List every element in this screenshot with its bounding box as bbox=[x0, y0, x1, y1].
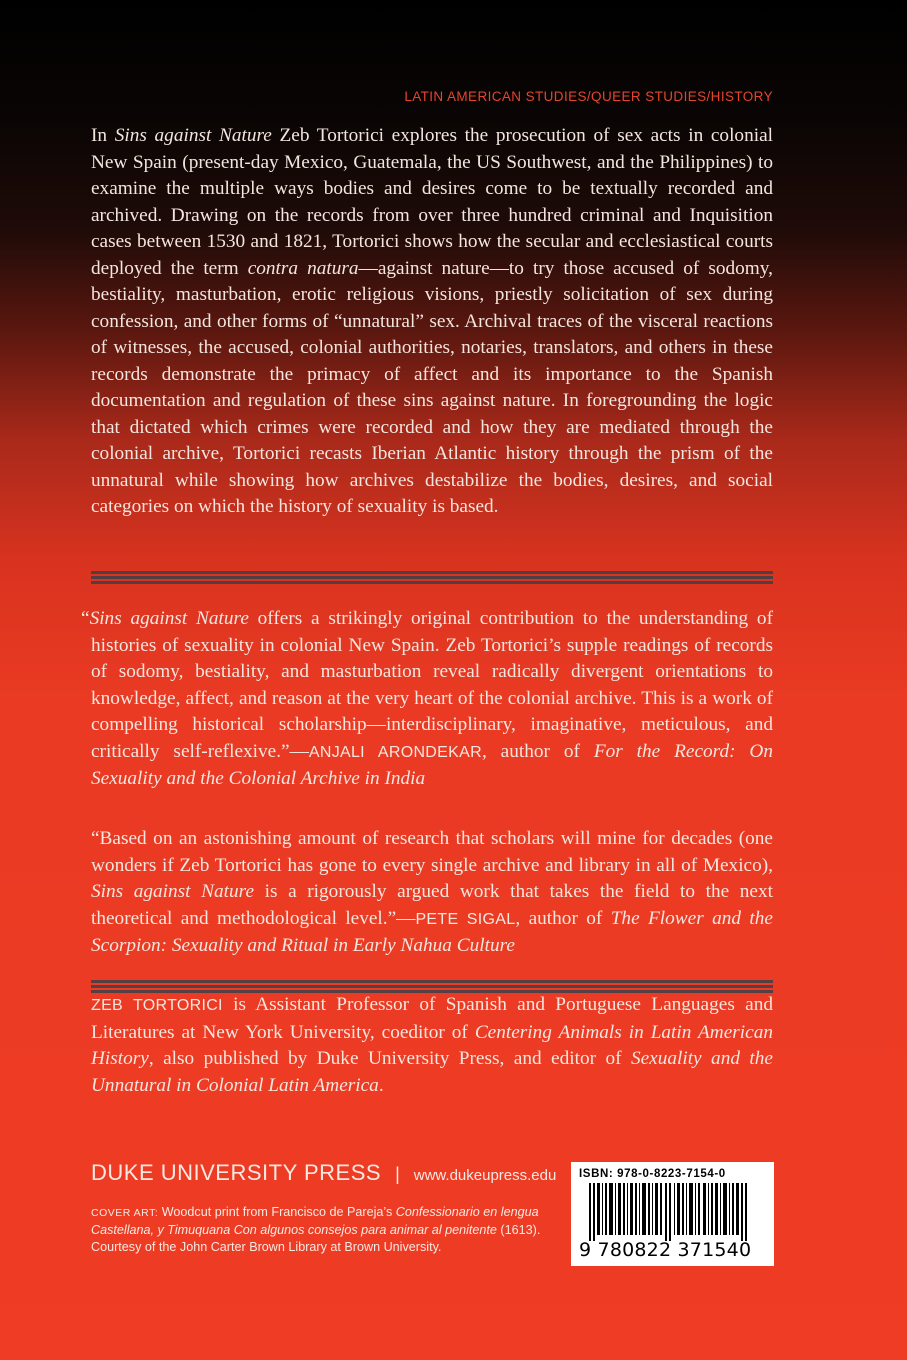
term-contra-natura: contra natura bbox=[247, 257, 359, 279]
isbn-digits: 9 780822 371540 bbox=[579, 1239, 752, 1261]
publisher-line bbox=[91, 1160, 556, 1186]
endorsement-quote-sigal: “Based on an astonishing amount of research that scholars will mine for decades (one wonders if Zeb Tortorici has gone to every single archive and library in all of Mexico), Sins against Nature is a rigorously argued work that takes the field to the next theoretical and methodological level.”—PETE SIGAL, author of The Flower and the Scorpion: Sexuality and Ritual in Early Nahua Culture bbox=[91, 828, 773, 956]
book-title: Sins against Nature bbox=[89, 608, 249, 629]
barcode-icon bbox=[579, 1183, 766, 1241]
book-description: In Sins against Nature Zeb Tortorici explores the prosecution of sex acts in colonial New Spain (present-day Mexico, Guatemala, the US Southwest, and the Philippines) to examine the multiple ways bodies and desires come to be textually recorded and archived. Drawing on the records from over three hundred criminal and Inquisition cases between 1530 and 1821, Tortorici shows how the secular and ecclesiastical courts deployed the term contra natura—against nature—to try those accused of sodomy, bestiality, masturbation, erotic religious visions, priestly solicitation of sex during confession, and other forms of “unnatural” sex. Archival traces of the visceral reactions of witnesses, the accused, colonial authorities, notaries, translators, and others in these records demonstrate the primacy of affect and its importance to the Spanish documentation and regulation of these sins against nature. In foregrounding the logic that dictated which crimes were recorded and how they are mediated through the colonial archive, Tortorici recasts Iberian Atlantic history through the prism of the unnatural while showing how archives destabilize the bodies, desires, and social categories on which the history of sexuality is based. bbox=[91, 125, 773, 517]
cover-art-work: Confessionario en lengua Castellana, y Timuquana Con algunos consejos para animar al penitente bbox=[91, 1205, 539, 1237]
author-bio: ZEB TORTORICI is Assistant Professor of Spanish and Portuguese Languages and Literatures at New York University, coeditor of Centering Animals in Latin American History, also published by Duke University Press, and editor of Sexuality and the Unnatural in Colonial Latin America. bbox=[91, 994, 773, 1096]
coedited-book: Centering Animals in Latin American History bbox=[91, 1021, 773, 1069]
category-label: LATIN AMERICAN STUDIES/QUEER STUDIES/HISTORY bbox=[404, 89, 773, 104]
endorser-book: For the Record: On Sexuality and the Colonial Archive in India bbox=[91, 740, 773, 789]
separator: | bbox=[395, 1164, 400, 1184]
endorsement-quote-arondekar: “Sins against Nature offers a strikingly original contribution to the understanding of histories of sexuality in colonial New Spain. Zeb Tortorici’s supple readings of records of sodomy, bestiality, and masturbation reveal radically divergent orientations to knowledge, affect, and reason at the very heart of the colonial archive. This is a work of compelling historical scholarship—interdisciplinary, imaginative, meticulous, and critically self-reflexive.”—ANJALI ARONDEKAR, author of For the Record: On Sexuality and the Colonial Archive in India bbox=[81, 608, 773, 789]
cover-art-label: COVER ART: bbox=[91, 1207, 159, 1219]
author-name: ZEB TORTORICI bbox=[91, 997, 223, 1014]
endorser-name: PETE SIGAL bbox=[415, 910, 516, 928]
isbn-label: ISBN: 978-0-8223-7154-0 bbox=[579, 1168, 726, 1180]
edited-book: Sexuality and the Unnatural in Colonial Latin America bbox=[91, 1048, 773, 1096]
cover-art-credit: COVER ART: Woodcut print from Francisco de Pareja’s Confessionario en lengua Castellana, y Timuquana Con algunos consejos para animar al penitente (1613). Courtesy of the John Carter Brown Library at Brown University. bbox=[91, 1205, 541, 1254]
divider-rule bbox=[91, 571, 773, 585]
endorser-book: The Flower and the Scorpion: Sexuality and Ritual in Early Nahua Culture bbox=[91, 907, 773, 956]
publisher-url[interactable]: www.dukeupress.edu bbox=[413, 1167, 557, 1184]
book-title: Sins against Nature bbox=[91, 881, 254, 902]
publisher-name: DUKE UNIVERSITY PRESS bbox=[91, 1160, 382, 1185]
isbn-barcode-box bbox=[571, 1162, 774, 1266]
book-title: Sins against Nature bbox=[114, 125, 272, 146]
endorser-name: ANJALI ARONDEKAR bbox=[308, 743, 482, 761]
